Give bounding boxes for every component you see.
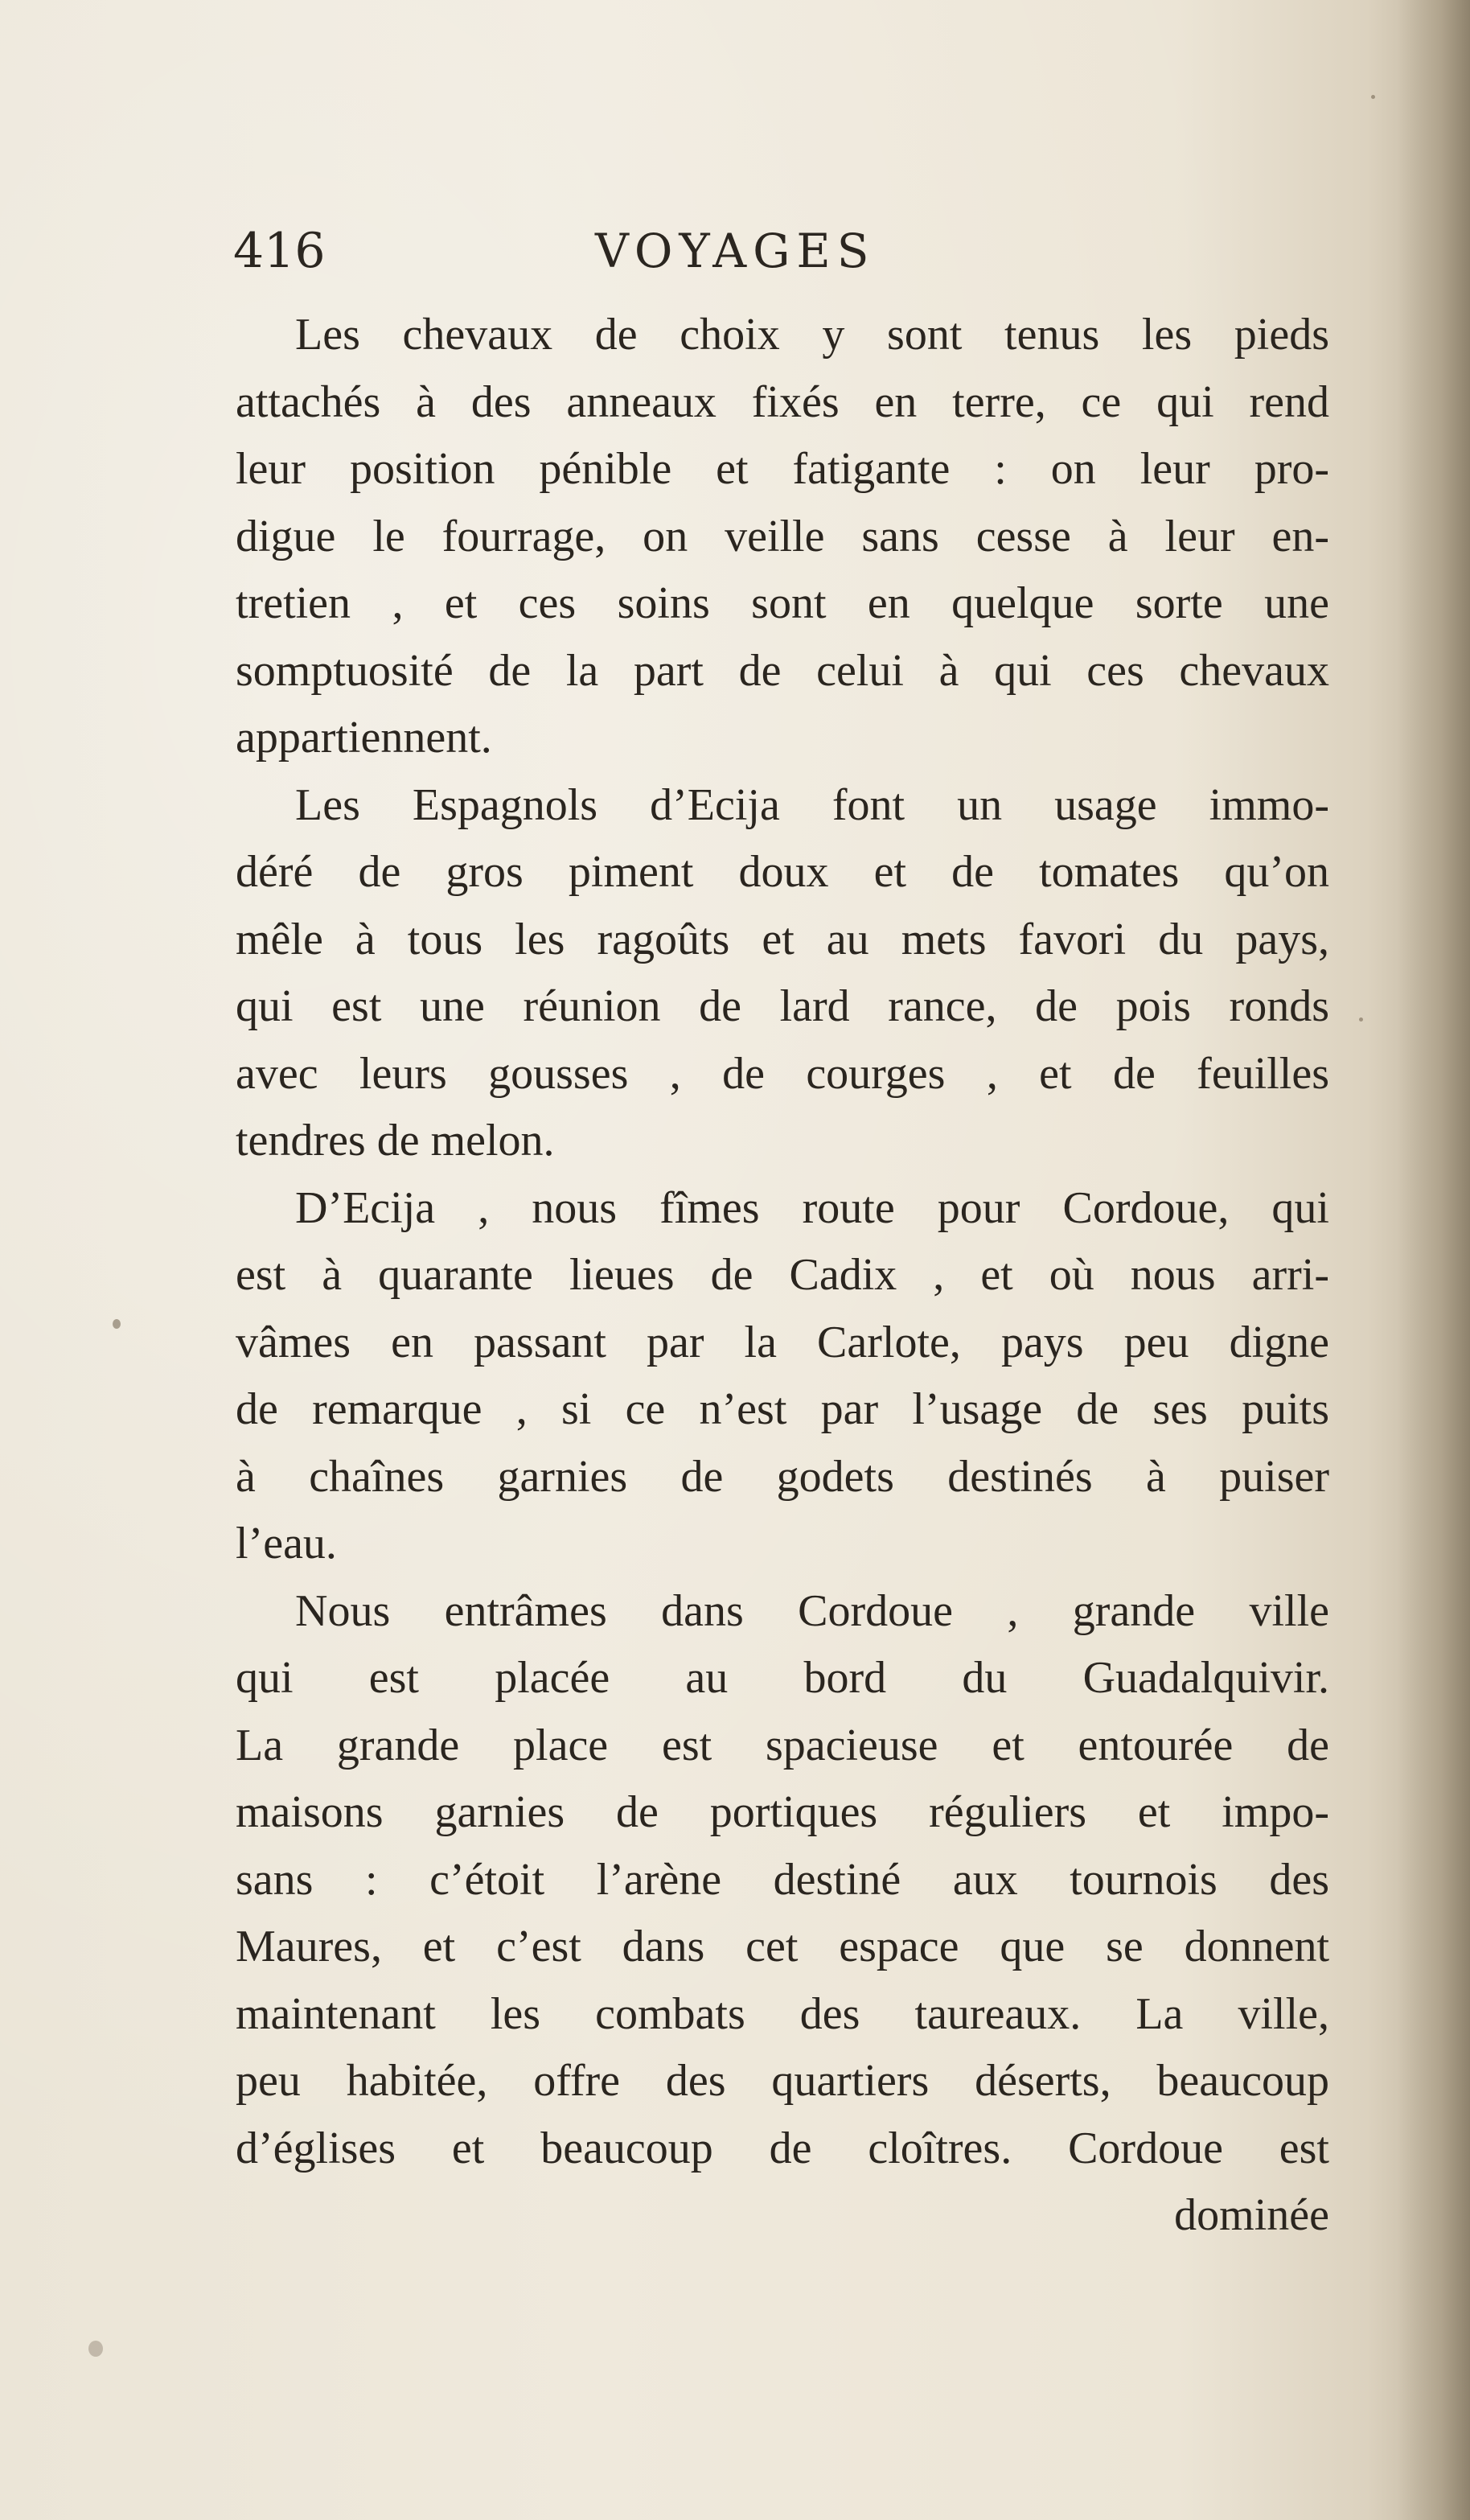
running-title: VOYAGES — [595, 224, 876, 278]
text-line: Les Espagnols d’Ecija font un usage immo- — [295, 779, 1329, 830]
text-line: est à quarante lieues de Cadix , et où nous arri- — [236, 1250, 1329, 1300]
paper-speck — [1359, 1017, 1363, 1022]
paper-speck — [88, 2341, 103, 2357]
text-line: Nous entrâmes dans Cordoue , grande ville — [295, 1585, 1329, 1636]
catchword: dominée — [1174, 2190, 1329, 2240]
text-line: digue le fourrage, on veille sans cesse à leur en- — [236, 511, 1329, 561]
text-line: d’églises et beaucoup de cloîtres. Cordoue est — [236, 2123, 1329, 2173]
text-line: maintenant les combats des taureaux. La ville, — [236, 1988, 1329, 2039]
running-head — [233, 219, 1335, 283]
text-line: qui est placée au bord du Guadalquivir. — [236, 1653, 1329, 1703]
body-text — [236, 302, 1329, 2250]
text-line: qui est une réunion de lard rance, de pois ronds — [236, 981, 1329, 1031]
text-line: Les chevaux de choix y sont tenus les pieds — [295, 310, 1329, 360]
text-line: déré de gros piment doux et de tomates qu’on — [236, 847, 1329, 897]
text-line: à chaînes garnies de godets destinés à puiser — [236, 1451, 1329, 1502]
text-line: leur position pénible et fatigante : on leur pro- — [236, 444, 1329, 494]
text-line: sans : c’étoit l’arène destiné aux tournois des — [236, 1854, 1329, 1905]
text-line: La grande place est spacieuse et entourée de — [236, 1720, 1329, 1770]
text-line: maisons garnies de portiques réguliers et impo- — [236, 1787, 1329, 1837]
text-line: de remarque , si ce n’est par l’usage de ses puits — [236, 1384, 1329, 1434]
page-number: 416 — [233, 223, 326, 279]
paper-speck — [113, 1319, 121, 1329]
text-line: mêle à tous les ragoûts et au mets favori du pays, — [236, 914, 1329, 964]
text-line: somptuosité de la part de celui à qui ces chevaux — [236, 645, 1329, 696]
text-line: peu habitée, offre des quartiers déserts, beaucoup — [236, 2056, 1329, 2106]
text-line: tretien , et ces soins sont en quelque sorte une — [236, 578, 1329, 628]
text-line: avec leurs gousses , de courges , et de feuilles — [236, 1048, 1329, 1099]
text-line: appartiennent. — [236, 713, 492, 763]
paper-speck — [1371, 95, 1375, 99]
text-line: tendres de melon. — [236, 1116, 555, 1165]
text-line: vâmes en passant par la Carlote, pays peu digne — [236, 1317, 1329, 1367]
page-gutter-shadow — [1398, 0, 1470, 2520]
text-line: attachés à des anneaux fixés en terre, ce qui rend — [236, 376, 1329, 427]
text-line: D’Ecija , nous fîmes route pour Cordoue, qui — [295, 1182, 1329, 1233]
text-line: Maures, et c’est dans cet espace que se donnent — [236, 1922, 1329, 1971]
text-line: l’eau. — [236, 1519, 337, 1568]
